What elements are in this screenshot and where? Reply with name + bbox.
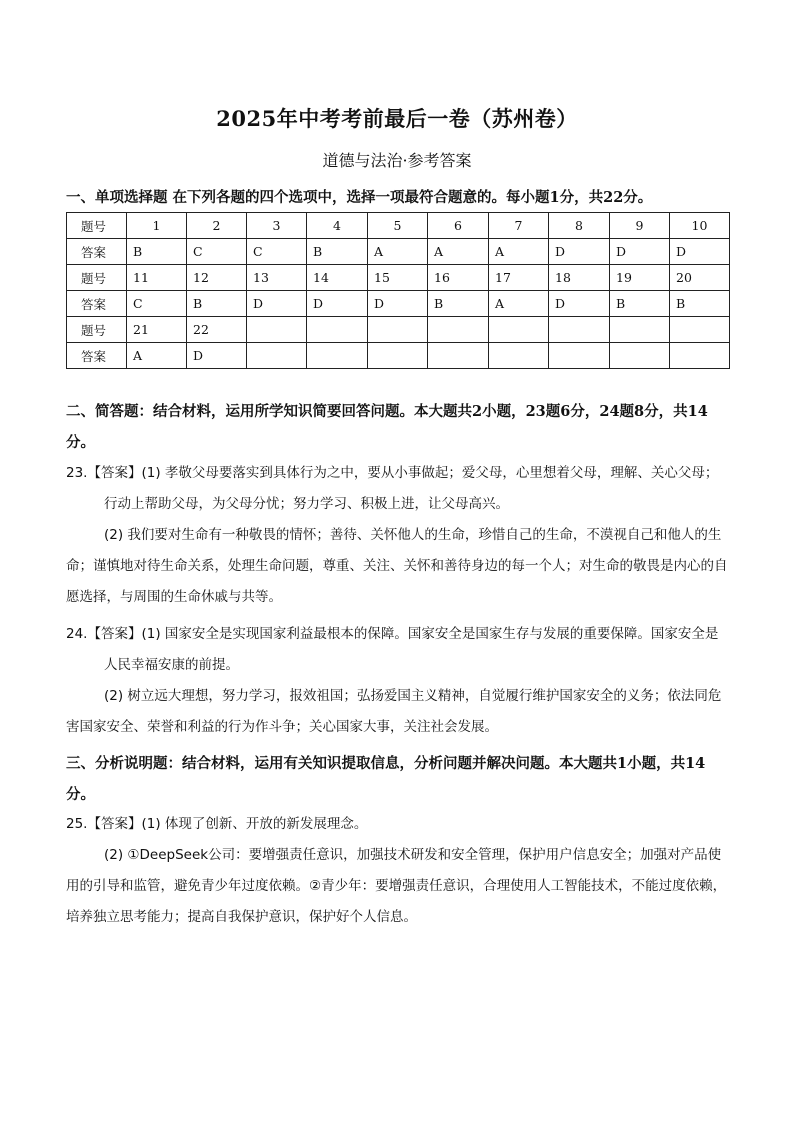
q23-text-2: (2) 我们要对生命有一种敬畏的情怀；善待、关怀他人的生命，珍惜自己的生命，不漠视自己和他人的生命；谨慎地对待生命关系，处理生命问题，尊重、关注、关怀和善待身边的每一个人；对生命的敬畏是内心的自愿选择，与周围的生命休戚与共等。 — [66, 527, 728, 605]
table-cell: 18 — [549, 265, 610, 291]
q23-text-1: 23.【答案】(1) 孝敬父母要落实到具体行为之中，要从小事做起；爱父母，心里想着父母，理解、关心父母；行动上帮助父母，为父母分忧；努力学习、积极上进，让父母高兴。 — [66, 465, 719, 512]
table-cell: D — [247, 291, 307, 317]
table-row — [67, 239, 730, 265]
table-cell — [489, 317, 549, 343]
row-label: 题号 — [67, 213, 127, 239]
table-cell: A — [368, 239, 428, 265]
table-cell: 8 — [549, 213, 610, 239]
table-cell: 1 — [127, 213, 187, 239]
q24-answer-part1 — [66, 619, 730, 681]
table-cell: B — [307, 239, 368, 265]
table-cell — [610, 317, 670, 343]
table-cell: 3 — [247, 213, 307, 239]
table-cell: 21 — [127, 317, 187, 343]
row-label: 答案 — [67, 291, 127, 317]
table-cell: 4 — [307, 213, 368, 239]
table-cell — [307, 317, 368, 343]
table-cell: 6 — [428, 213, 489, 239]
table-cell: 5 — [368, 213, 428, 239]
table-cell: 19 — [610, 265, 670, 291]
answer-table — [66, 212, 730, 369]
table-cell: D — [549, 291, 610, 317]
q25-answer-part2 — [66, 840, 730, 933]
table-cell — [549, 317, 610, 343]
page-title: 2025年中考考前最后一卷（苏州卷） — [216, 106, 578, 131]
table-row — [67, 317, 730, 343]
q24-text-1: 24.【答案】(1) 国家安全是实现国家利益最根本的保障。国家安全是国家生存与发展的重要保障。国家安全是人民幸福安康的前提。 — [66, 626, 719, 673]
table-cell: C — [127, 291, 187, 317]
table-cell — [670, 343, 730, 369]
table-cell — [307, 343, 368, 369]
table-cell: 11 — [127, 265, 187, 291]
table-cell — [428, 343, 489, 369]
table-row — [67, 265, 730, 291]
table-cell: 12 — [187, 265, 247, 291]
table-cell: 22 — [187, 317, 247, 343]
table-cell — [247, 343, 307, 369]
table-cell: B — [610, 291, 670, 317]
table-cell — [549, 343, 610, 369]
q25-answer-part1 — [66, 809, 730, 840]
q25-text-2: (2) ①DeepSeek公司：要增强责任意识，加强技术研发和安全管理，保护用户信息安全；加强对产品使用的引导和监管，避免青少年过度依赖。②青少年：要增强责任意识，合理使用人工智能技术，不能过度依赖，培养独立思考能力；提高自我保护意识，保护好个人信息。 — [66, 847, 727, 925]
table-cell: A — [428, 239, 489, 265]
row-label: 答案 — [67, 343, 127, 369]
table-cell: B — [670, 291, 730, 317]
table-cell: A — [489, 239, 549, 265]
table-cell: 15 — [368, 265, 428, 291]
row-label: 题号 — [67, 265, 127, 291]
q25-text-1: 25.【答案】(1) 体现了创新、开放的新发展理念。 — [66, 816, 368, 832]
table-cell: A — [127, 343, 187, 369]
table-cell: C — [247, 239, 307, 265]
table-cell: D — [187, 343, 247, 369]
table-cell: D — [368, 291, 428, 317]
table-row — [67, 343, 730, 369]
q24-text-2: (2) 树立远大理想，努力学习，报效祖国；弘扬爱国主义精神，自觉履行维护国家安全的义务；依法同危害国家安全、荣誉和利益的行为作斗争；关心国家大事，关注社会发展。 — [66, 688, 722, 735]
q23-answer-part1 — [66, 458, 730, 520]
row-label: 答案 — [67, 239, 127, 265]
table-cell — [428, 317, 489, 343]
table-cell: 2 — [187, 213, 247, 239]
table-cell: 9 — [610, 213, 670, 239]
row-label: 题号 — [67, 317, 127, 343]
section1-heading: 一、单项选择题 在下列各题的四个选项中，选择一项最符合题意的。每小题1分，共22分。 — [66, 189, 653, 206]
table-cell: D — [670, 239, 730, 265]
table-cell: 20 — [670, 265, 730, 291]
q24-answer-part2 — [66, 681, 730, 743]
table-cell: 14 — [307, 265, 368, 291]
section2-heading: 二、简答题：结合材料，运用所学知识简要回答问题。本大题共2小题，23题6分，24题8分，共14分。 — [66, 403, 708, 451]
table-cell: B — [187, 291, 247, 317]
table-cell: B — [428, 291, 489, 317]
table-cell: C — [187, 239, 247, 265]
table-cell: D — [549, 239, 610, 265]
table-cell: D — [307, 291, 368, 317]
table-cell — [247, 317, 307, 343]
table-cell: A — [489, 291, 549, 317]
table-cell — [489, 343, 549, 369]
table-cell — [368, 317, 428, 343]
table-cell — [610, 343, 670, 369]
table-cell: 16 — [428, 265, 489, 291]
table-row — [67, 291, 730, 317]
table-cell: 7 — [489, 213, 549, 239]
table-cell: D — [610, 239, 670, 265]
section3-heading: 三、分析说明题：结合材料，运用有关知识提取信息，分析问题并解决问题。本大题共1小题，共14分。 — [66, 755, 706, 803]
page-subtitle: 道德与法治·参考答案 — [322, 151, 472, 170]
table-cell: 17 — [489, 265, 549, 291]
table-row — [67, 213, 730, 239]
table-cell: 13 — [247, 265, 307, 291]
q23-answer-part2 — [66, 520, 730, 613]
table-cell — [670, 317, 730, 343]
table-cell: 10 — [670, 213, 730, 239]
table-cell — [368, 343, 428, 369]
table-cell: B — [127, 239, 187, 265]
